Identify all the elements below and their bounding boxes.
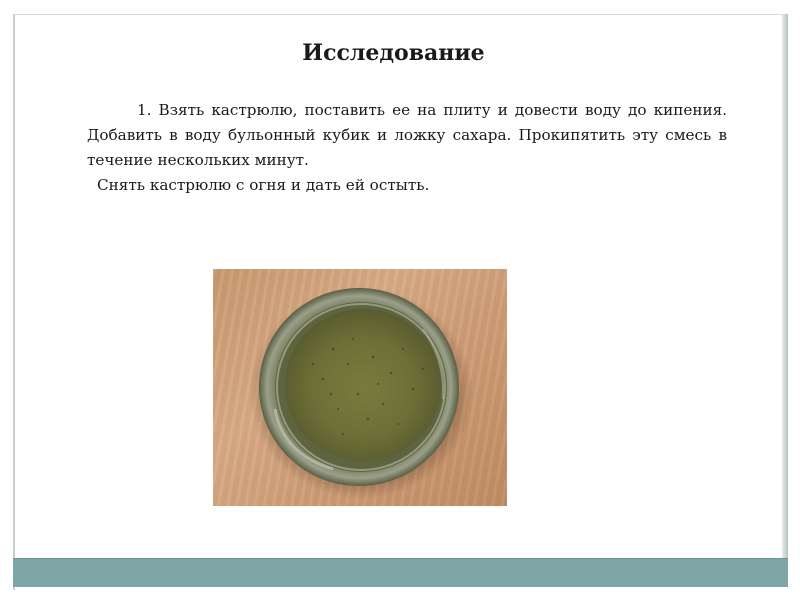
slide-title: Исследование: [302, 40, 485, 66]
slide-body: [87, 98, 727, 198]
jar-of-broth-icon: [213, 269, 507, 506]
jar-photo: [213, 269, 507, 506]
paragraph-cooling: Снять кастрюлю с огня и дать ей остыть.: [97, 176, 430, 194]
footer-bar: [13, 558, 788, 587]
paragraph-instructions: 1. Взять кастрюлю, поставить ее на плиту и довести воду до кипения. Добавить в воду бульонный кубик и ложку сахара. Прокипятить эту смесь в течение нескольких минут.: [87, 101, 727, 169]
frame-right-edge: [782, 14, 788, 558]
frame-top-line: [13, 14, 787, 15]
frame-left-line: [13, 14, 15, 590]
